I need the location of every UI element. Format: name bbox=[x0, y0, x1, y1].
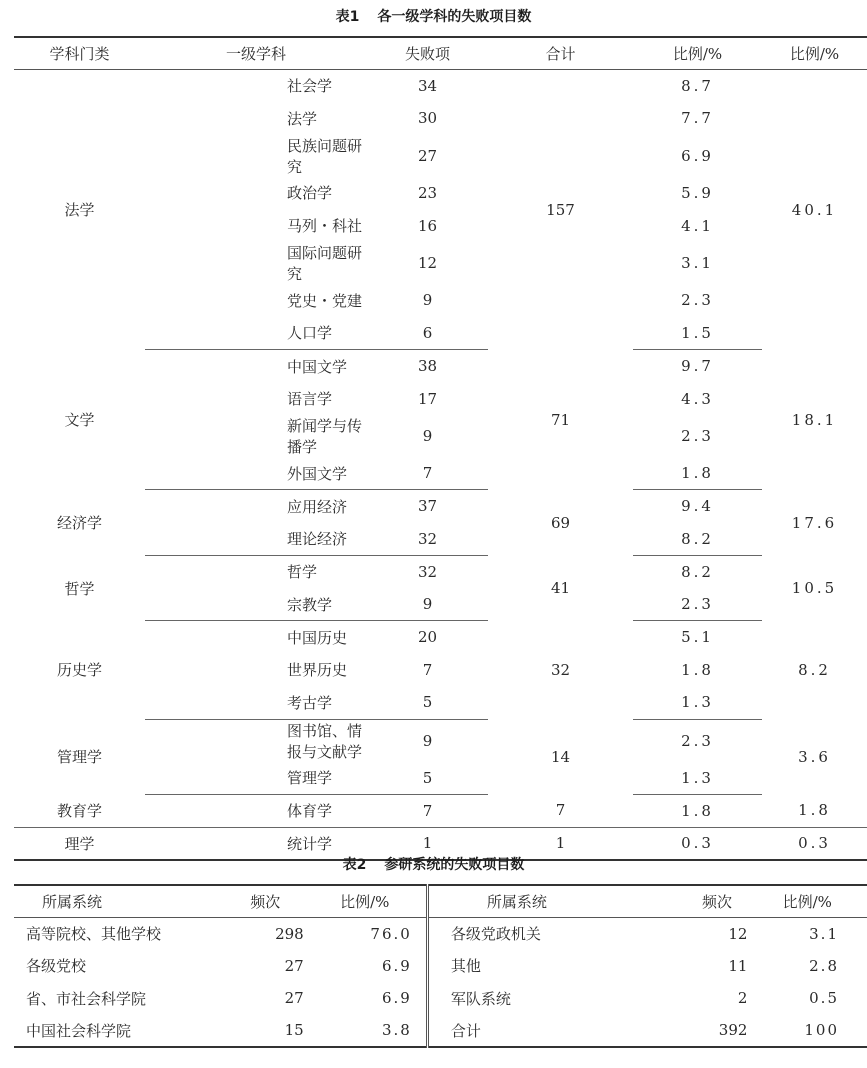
group-total-cell: 71 bbox=[550, 410, 571, 429]
pct-right: 0.5 bbox=[809, 989, 839, 1008]
subject-cell: 统计学 bbox=[145, 827, 367, 860]
table2-caption bbox=[0, 854, 867, 874]
count-right: 392 bbox=[687, 1015, 748, 1048]
pct-left: 6.9 bbox=[304, 950, 428, 983]
subject-cell: 管理学 bbox=[145, 762, 367, 795]
subject-cell: 中国历史 bbox=[287, 628, 348, 647]
table1-row bbox=[14, 719, 867, 762]
pct-left: 3.8 bbox=[304, 1015, 428, 1048]
system-name-left: 各级党校 bbox=[26, 957, 87, 976]
subject-pct-cell: 8.7 bbox=[681, 76, 714, 95]
failed-count-cell: 30 bbox=[417, 109, 438, 128]
category-cell: 历史学 bbox=[56, 661, 102, 680]
subject-pct-cell: 4.1 bbox=[681, 216, 714, 235]
pct-right: 3.1 bbox=[809, 924, 839, 943]
subject-pct-cell: 1.8 bbox=[681, 660, 714, 679]
subject-pct-cell: 2.3 bbox=[681, 427, 714, 445]
category-cell: 法学 bbox=[64, 201, 95, 219]
subject-pct-cell: 8.2 bbox=[681, 562, 714, 581]
subject-pct-cell: 4.3 bbox=[681, 389, 714, 408]
failed-count-cell: 32 bbox=[367, 523, 488, 556]
group-pct-cell: 17.6 bbox=[791, 513, 838, 532]
subject-pct-cell: 1.3 bbox=[633, 686, 762, 719]
subject-pct-cell: 2.3 bbox=[681, 291, 714, 310]
table1-caption bbox=[0, 6, 867, 26]
table1-header-subject: 一级学科 bbox=[145, 37, 367, 69]
subject-cell: 外国文学 bbox=[145, 457, 367, 490]
failed-count-cell: 37 bbox=[417, 497, 438, 516]
pct-left: 6.9 bbox=[304, 982, 428, 1015]
table1-row bbox=[14, 69, 867, 102]
system-name-right: 军队系统 bbox=[450, 989, 511, 1008]
table2-caption-number: 表2 bbox=[342, 857, 367, 873]
subject-cell: 新闻学与传播学 bbox=[287, 417, 363, 456]
table1-header-total: 合计 bbox=[488, 37, 633, 69]
failed-count-cell: 9 bbox=[422, 427, 433, 445]
count-left: 15 bbox=[227, 1015, 304, 1048]
failed-count-cell: 5 bbox=[367, 762, 488, 795]
category-cell: 经济学 bbox=[56, 514, 102, 532]
subject-cell: 社会学 bbox=[287, 77, 333, 96]
category-cell: 文学 bbox=[64, 411, 95, 430]
group-pct-cell: 40.1 bbox=[791, 200, 838, 219]
table1-header-category: 学科门类 bbox=[14, 37, 145, 69]
system-name-left: 省、市社会科学院 bbox=[26, 989, 147, 1008]
pct-left: 76.0 bbox=[304, 917, 428, 950]
table2-header-system-left: 所属系统 bbox=[14, 885, 227, 917]
subject-cell: 政治学 bbox=[287, 184, 333, 203]
failed-count-cell: 7 bbox=[367, 794, 488, 827]
table1-header-failed: 失败项 bbox=[367, 37, 488, 69]
table2-body bbox=[14, 917, 867, 1047]
failed-count-cell: 32 bbox=[417, 562, 438, 581]
category-cell: 哲学 bbox=[64, 579, 95, 598]
table1-caption-title: 各一级学科的失败项目数 bbox=[377, 9, 532, 25]
group-pct-cell: 10.5 bbox=[791, 579, 838, 597]
system-name-right: 各级党政机关 bbox=[450, 925, 541, 943]
failed-count-cell: 6 bbox=[367, 317, 488, 350]
subject-pct-cell: 6.9 bbox=[681, 146, 714, 165]
subject-cell: 人口学 bbox=[145, 317, 367, 350]
pct-right: 2.8 bbox=[809, 956, 839, 975]
count-right: 2 bbox=[737, 989, 748, 1008]
table1-header-group-pct: 比例/% bbox=[762, 37, 867, 69]
failed-count-cell: 23 bbox=[417, 183, 438, 202]
failed-count-cell: 16 bbox=[417, 216, 438, 235]
subject-pct-cell: 8.2 bbox=[633, 523, 762, 556]
system-name-left: 高等院校、其他学校 bbox=[26, 925, 162, 943]
table2-header-count-right: 频次 bbox=[687, 885, 748, 917]
table1-body bbox=[14, 69, 867, 860]
subject-cell: 考古学 bbox=[145, 686, 367, 719]
group-total-cell: 14 bbox=[550, 747, 571, 766]
group-pct-cell: 0.3 bbox=[762, 827, 867, 860]
table2-row bbox=[14, 917, 867, 950]
system-name-right: 合计 bbox=[427, 1015, 686, 1048]
failed-count-cell: 12 bbox=[417, 254, 438, 272]
failed-count-cell: 38 bbox=[417, 357, 438, 376]
subject-pct-cell: 3.1 bbox=[681, 254, 714, 272]
subject-pct-cell: 2.3 bbox=[681, 731, 714, 750]
category-cell: 理学 bbox=[14, 827, 145, 860]
group-total-cell: 41 bbox=[550, 579, 571, 597]
subject-pct-cell: 9.4 bbox=[681, 497, 714, 516]
failed-count-cell: 1 bbox=[367, 827, 488, 860]
subject-cell: 民族问题研究 bbox=[287, 136, 363, 176]
table2-header-pct-right: 比例/% bbox=[747, 885, 867, 917]
subject-pct-cell: 1.5 bbox=[633, 317, 762, 350]
failed-count-cell: 20 bbox=[417, 628, 438, 647]
table1-row bbox=[14, 794, 867, 827]
failed-count-cell: 9 bbox=[367, 588, 488, 621]
table2-row bbox=[14, 982, 867, 1015]
table2-header-row bbox=[14, 885, 867, 917]
subject-pct-cell: 1.8 bbox=[633, 794, 762, 827]
pct-right: 100 bbox=[747, 1015, 867, 1048]
table2 bbox=[14, 884, 867, 1048]
group-total-cell: 157 bbox=[546, 200, 575, 219]
subject-pct-cell: 5.9 bbox=[681, 183, 714, 202]
table2-header-pct-left: 比例/% bbox=[304, 885, 428, 917]
subject-pct-cell: 2.3 bbox=[633, 588, 762, 621]
subject-cell: 马列・科社 bbox=[287, 217, 363, 236]
subject-cell: 国际问题研究 bbox=[287, 244, 363, 283]
failed-count-cell: 17 bbox=[417, 389, 438, 408]
table1 bbox=[14, 36, 867, 861]
table2-header-system-right: 所属系统 bbox=[427, 885, 686, 917]
table1-header-row bbox=[14, 37, 867, 69]
table1-caption-number: 表1 bbox=[335, 9, 360, 25]
group-pct-cell: 8.2 bbox=[798, 660, 831, 679]
subject-cell: 语言学 bbox=[287, 390, 333, 409]
subject-pct-cell: 7.7 bbox=[681, 109, 714, 128]
subject-cell: 中国文学 bbox=[287, 357, 348, 376]
failed-count-cell: 9 bbox=[422, 291, 433, 310]
group-pct-cell: 18.1 bbox=[791, 410, 838, 429]
subject-cell: 理论经济 bbox=[145, 523, 367, 556]
table1-header-pct: 比例/% bbox=[633, 37, 762, 69]
subject-cell: 党史・党建 bbox=[287, 291, 363, 310]
subject-cell: 世界历史 bbox=[287, 661, 348, 680]
count-left: 298 bbox=[275, 924, 304, 943]
subject-pct-cell: 1.3 bbox=[633, 762, 762, 795]
table2-header-count-left: 频次 bbox=[227, 885, 304, 917]
subject-cell: 应用经济 bbox=[287, 497, 348, 516]
failed-count-cell: 7 bbox=[367, 457, 488, 490]
table1-row bbox=[14, 555, 867, 588]
table2-row bbox=[14, 1015, 867, 1048]
category-cell: 管理学 bbox=[56, 748, 102, 767]
subject-pct-cell: 1.8 bbox=[633, 457, 762, 490]
failed-count-cell: 9 bbox=[422, 731, 433, 750]
table1-row bbox=[14, 621, 867, 654]
group-total-cell: 69 bbox=[550, 513, 571, 532]
subject-cell: 法学 bbox=[287, 109, 318, 128]
count-right: 12 bbox=[728, 924, 748, 943]
subject-pct-cell: 5.1 bbox=[681, 628, 714, 647]
failed-count-cell: 34 bbox=[417, 76, 438, 95]
system-name-right: 其他 bbox=[450, 957, 481, 976]
failed-count-cell: 7 bbox=[422, 660, 433, 679]
table1-row bbox=[14, 490, 867, 523]
failed-count-cell: 5 bbox=[367, 686, 488, 719]
table2-row bbox=[14, 950, 867, 983]
count-left: 27 bbox=[284, 956, 304, 975]
group-total-cell: 7 bbox=[488, 794, 633, 827]
group-total-cell: 32 bbox=[550, 660, 571, 679]
subject-pct-cell: 0.3 bbox=[633, 827, 762, 860]
subject-cell: 宗教学 bbox=[145, 588, 367, 621]
system-name-left: 中国社会科学院 bbox=[14, 1015, 227, 1048]
subject-cell: 哲学 bbox=[287, 563, 318, 582]
category-cell: 教育学 bbox=[14, 794, 145, 827]
subject-cell: 图书馆、情报与文献学 bbox=[287, 721, 363, 761]
group-total-cell: 1 bbox=[488, 827, 633, 860]
table1-row bbox=[14, 350, 867, 383]
subject-cell: 体育学 bbox=[145, 794, 367, 827]
failed-count-cell: 27 bbox=[417, 146, 438, 165]
subject-pct-cell: 9.7 bbox=[681, 357, 714, 376]
count-right: 11 bbox=[728, 956, 748, 975]
count-left: 27 bbox=[284, 989, 304, 1008]
table2-caption-title: 参研系统的失败项目数 bbox=[384, 857, 525, 873]
group-pct-cell: 1.8 bbox=[762, 794, 867, 827]
group-pct-cell: 3.6 bbox=[798, 747, 831, 766]
